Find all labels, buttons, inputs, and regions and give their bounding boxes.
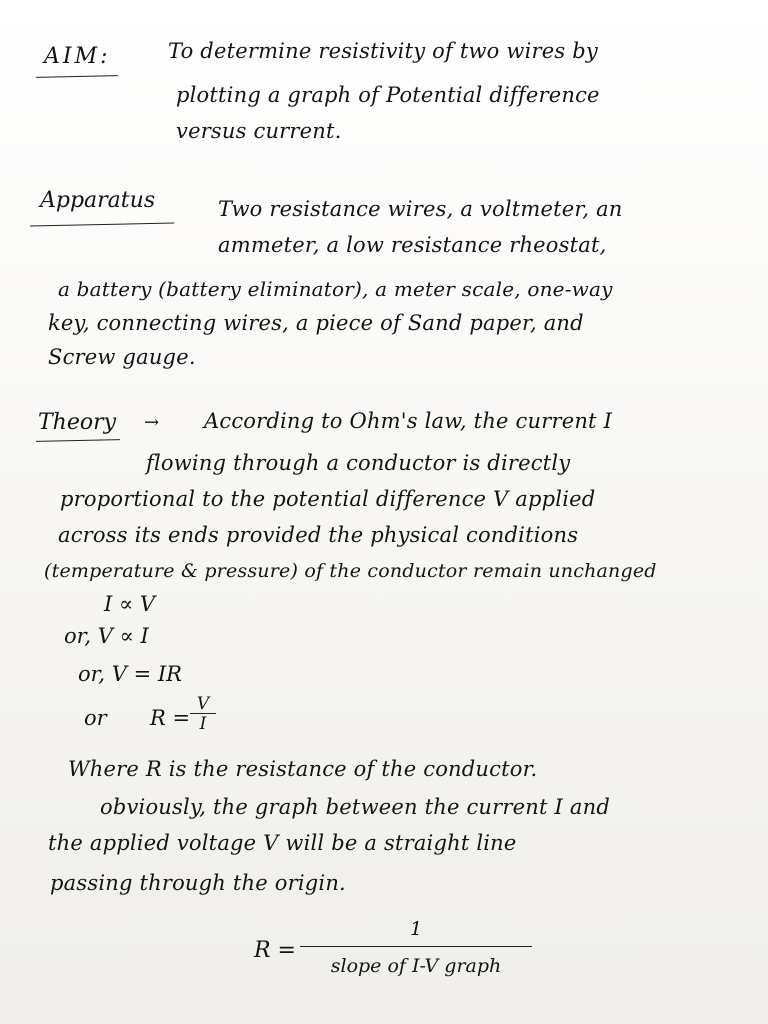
aim-underline bbox=[36, 75, 118, 78]
apparatus-line-3: a battery (battery eliminator), a meter scale, one-way bbox=[58, 277, 613, 301]
theory-line-4: across its ends provided the physical conditions bbox=[58, 523, 579, 547]
equation-i-prop-v: I ∝ V bbox=[104, 592, 156, 616]
aim-line-3: versus current. bbox=[176, 119, 342, 143]
explain-line-1: Where R is the resistance of the conductor. bbox=[68, 757, 538, 781]
equation-r-lhs: R = bbox=[150, 706, 191, 730]
aim-line-2: plotting a graph of Potential difference bbox=[176, 83, 600, 107]
explain-line-4: passing through the origin. bbox=[50, 871, 346, 895]
explain-line-2: obviously, the graph between the current I and bbox=[100, 795, 610, 819]
fraction-denominator-i: I bbox=[199, 714, 207, 734]
equation-v-over-i bbox=[190, 696, 216, 733]
fraction-numerator-v: V bbox=[196, 694, 210, 714]
final-fraction-numerator: 1 bbox=[409, 918, 423, 940]
theory-line-2: flowing through a conductor is directly bbox=[146, 451, 571, 475]
theory-arrow-icon: → bbox=[144, 412, 160, 433]
apparatus-line-4: key, connecting wires, a piece of Sand paper, and bbox=[48, 311, 584, 335]
explain-line-3: the applied voltage V will be a straight line bbox=[48, 831, 517, 855]
equation-v-prop-i: or, V ∝ I bbox=[64, 624, 149, 648]
equation-v-equals-ir: or, V = IR bbox=[78, 662, 182, 686]
apparatus-underline bbox=[30, 222, 174, 226]
theory-line-3: proportional to the potential difference V applied bbox=[60, 487, 596, 511]
apparatus-line-2: ammeter, a low resistance rheostat, bbox=[218, 233, 607, 257]
theory-line-5: (temperature & pressure) of the conductor remain unchanged bbox=[44, 560, 657, 582]
final-fraction-bar bbox=[300, 946, 532, 947]
theory-underline bbox=[36, 439, 120, 442]
theory-line-1: According to Ohm's law, the current I bbox=[204, 409, 613, 433]
apparatus-line-1: Two resistance wires, a voltmeter, an bbox=[218, 197, 623, 221]
final-fraction-denominator: slope of I-V graph bbox=[330, 955, 502, 977]
final-equation-lhs: R = bbox=[254, 938, 296, 963]
apparatus-line-5: Screw gauge. bbox=[48, 345, 196, 369]
apparatus-heading: Apparatus bbox=[40, 188, 156, 213]
aim-heading: AIM: bbox=[44, 44, 111, 69]
aim-line-1: To determine resistivity of two wires by bbox=[168, 39, 598, 63]
final-equation-fraction bbox=[300, 918, 532, 977]
theory-heading: Theory bbox=[38, 410, 117, 435]
equation-prefix-or: or bbox=[84, 706, 107, 730]
